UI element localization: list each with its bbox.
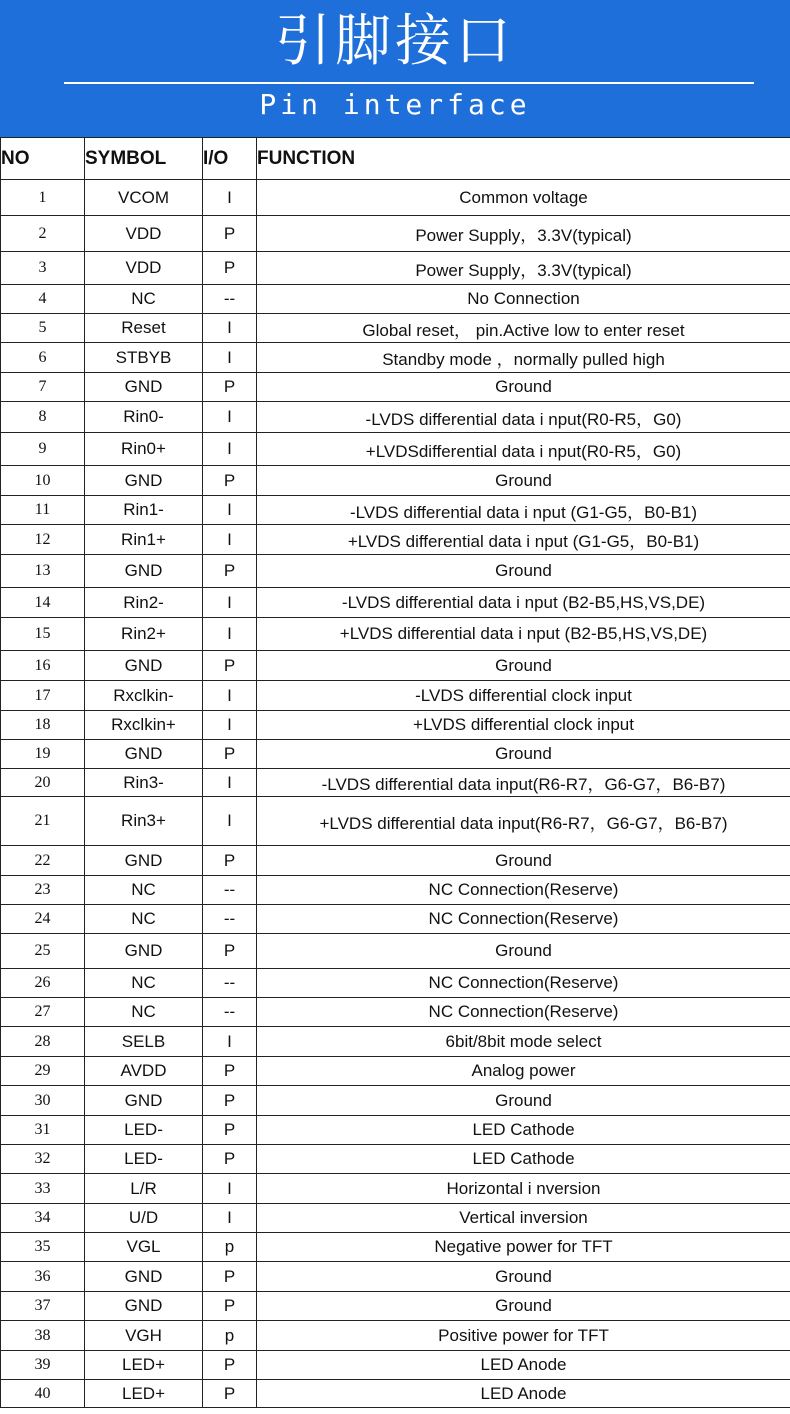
pin-function-cell: -LVDS differential data input(R6-R7，G6-G7，B6-B7) [257,769,790,797]
table-row [1,769,790,797]
pin-io-cell: I [203,681,257,711]
pin-number-cell: 24 [1,905,85,934]
table-row [1,651,790,681]
pin-symbol-cell: LED- [85,1145,203,1174]
pin-number-cell: 33 [1,1174,85,1204]
pin-io-cell: I [203,797,257,846]
table-row [1,402,790,433]
table-row [1,252,790,285]
pin-function-cell: Ground [257,846,790,876]
table-row [1,846,790,876]
table-row [1,433,790,466]
pin-function-cell: +LVDS differential data i nput (G1-G5，B0-B1) [257,525,790,555]
pin-io-cell: I [203,618,257,651]
pin-number-cell: 12 [1,525,85,555]
pin-function-cell: +LVDS differential data input(R6-R7，G6-G7，B6-B7) [257,797,790,846]
header-divider [64,82,754,84]
pin-symbol-cell: GND [85,1262,203,1292]
table-row [1,180,790,216]
pin-number-cell: 6 [1,343,85,373]
pin-symbol-cell: GND [85,846,203,876]
pin-io-cell: I [203,588,257,618]
table-row [1,681,790,711]
pin-symbol-cell: NC [85,969,203,998]
pin-symbol-cell: NC [85,905,203,934]
pin-function-cell: Ground [257,1292,790,1321]
pin-symbol-cell: Rin2- [85,588,203,618]
pin-function-cell: Global reset， pin.Active low to enter reset [257,314,790,343]
pin-io-cell: P [203,934,257,969]
pin-symbol-cell: GND [85,1292,203,1321]
pin-number-cell: 31 [1,1116,85,1145]
table-row [1,1057,790,1086]
pin-symbol-cell: Rxclkin- [85,681,203,711]
table-row [1,1145,790,1174]
table-row [1,466,790,496]
table-row [1,216,790,252]
pin-symbol-cell: VGH [85,1321,203,1351]
table-row [1,1380,790,1408]
pin-function-cell: -LVDS differential data i nput(R0-R5，G0) [257,402,790,433]
pin-io-cell: P [203,846,257,876]
pin-function-cell: Standby mode ，normally pulled high [257,343,790,373]
pin-io-cell: I [203,433,257,466]
column-header-io: I/O [203,138,257,180]
pin-number-cell: 30 [1,1086,85,1116]
pin-number-cell: 14 [1,588,85,618]
table-row [1,1174,790,1204]
table-row [1,588,790,618]
table-row [1,998,790,1027]
pin-function-cell: Ground [257,934,790,969]
pin-symbol-cell: GND [85,373,203,402]
table-header-row [1,138,790,180]
table-row [1,1116,790,1145]
pin-function-cell: -LVDS differential data i nput (G1-G5，B0-B1) [257,496,790,525]
pin-function-cell: NC Connection(Reserve) [257,876,790,905]
pin-function-cell: Analog power [257,1057,790,1086]
pin-io-cell: I [203,496,257,525]
pin-symbol-cell: VGL [85,1233,203,1262]
table-row [1,797,790,846]
pin-symbol-cell: SELB [85,1027,203,1057]
pin-io-cell: I [203,402,257,433]
pin-io-cell: -- [203,285,257,314]
pin-function-cell: +LVDSdifferential data i nput(R0-R5，G0) [257,433,790,466]
pin-function-cell: Horizontal i nversion [257,1174,790,1204]
pin-function-cell: Ground [257,1086,790,1116]
pin-function-cell: 6bit/8bit mode select [257,1027,790,1057]
pin-number-cell: 35 [1,1233,85,1262]
pin-function-cell: Negative power for TFT [257,1233,790,1262]
pin-number-cell: 32 [1,1145,85,1174]
pin-symbol-cell: GND [85,1086,203,1116]
pin-function-cell: Ground [257,555,790,588]
pin-function-cell: -LVDS differential clock input [257,681,790,711]
pin-function-cell: Ground [257,466,790,496]
pin-io-cell: P [203,216,257,252]
table-row [1,1351,790,1380]
pin-io-cell: I [203,180,257,216]
pin-function-cell: Vertical inversion [257,1204,790,1233]
pin-io-cell: I [203,711,257,740]
pin-function-cell: +LVDS differential clock input [257,711,790,740]
pin-function-cell: Power Supply，3.3V(typical) [257,252,790,285]
pin-io-cell: P [203,373,257,402]
pin-symbol-cell: Rin0+ [85,433,203,466]
pin-number-cell: 16 [1,651,85,681]
pin-number-cell: 39 [1,1351,85,1380]
pin-function-cell: Ground [257,740,790,769]
pin-function-cell: NC Connection(Reserve) [257,969,790,998]
pin-io-cell: -- [203,998,257,1027]
table-row [1,314,790,343]
pin-symbol-cell: VCOM [85,180,203,216]
pin-number-cell: 3 [1,252,85,285]
pin-function-cell: +LVDS differential data i nput (B2-B5,HS,VS,DE) [257,618,790,651]
pin-io-cell: I [203,1204,257,1233]
pin-io-cell: P [203,1351,257,1380]
pin-symbol-cell: Rin1+ [85,525,203,555]
pin-io-cell: P [203,651,257,681]
pin-symbol-cell: Rin3+ [85,797,203,846]
pin-function-cell: NC Connection(Reserve) [257,998,790,1027]
table-row [1,343,790,373]
pin-io-cell: P [203,466,257,496]
pin-function-cell: No Connection [257,285,790,314]
pin-io-cell: P [203,1057,257,1086]
pin-io-cell: -- [203,905,257,934]
pin-symbol-cell: U/D [85,1204,203,1233]
pin-symbol-cell: NC [85,876,203,905]
pin-number-cell: 1 [1,180,85,216]
pin-io-cell: I [203,525,257,555]
pin-io-cell: P [203,1380,257,1408]
table-row [1,934,790,969]
pin-number-cell: 28 [1,1027,85,1057]
pin-number-cell: 22 [1,846,85,876]
pin-function-cell: NC Connection(Reserve) [257,905,790,934]
pin-number-cell: 36 [1,1262,85,1292]
page-title: 引脚接口 [275,9,515,74]
table-row [1,711,790,740]
table-row [1,1292,790,1321]
table-row [1,525,790,555]
pin-symbol-cell: LED+ [85,1380,203,1408]
pin-symbol-cell: GND [85,466,203,496]
table-row [1,618,790,651]
pin-symbol-cell: Reset [85,314,203,343]
pin-number-cell: 20 [1,769,85,797]
pin-symbol-cell: VDD [85,216,203,252]
pin-function-cell: Ground [257,651,790,681]
pin-number-cell: 7 [1,373,85,402]
table-row [1,969,790,998]
pin-io-cell: P [203,1116,257,1145]
pin-io-cell: P [203,1145,257,1174]
pin-number-cell: 29 [1,1057,85,1086]
pin-number-cell: 25 [1,934,85,969]
pin-io-cell: I [203,769,257,797]
pin-function-cell: LED Cathode [257,1116,790,1145]
pin-number-cell: 26 [1,969,85,998]
pin-symbol-cell: GND [85,740,203,769]
pin-symbol-cell: Rin0- [85,402,203,433]
table-row [1,285,790,314]
pin-io-cell: P [203,1292,257,1321]
column-header-function: FUNCTION [257,138,790,180]
pin-number-cell: 40 [1,1380,85,1408]
table-row [1,496,790,525]
pin-number-cell: 2 [1,216,85,252]
table-row [1,1027,790,1057]
header-banner [0,0,790,137]
pin-number-cell: 18 [1,711,85,740]
column-header-symbol: SYMBOL [85,138,203,180]
pin-io-cell: I [203,314,257,343]
pin-symbol-cell: Rin2+ [85,618,203,651]
pin-io-cell: P [203,252,257,285]
pin-number-cell: 10 [1,466,85,496]
pin-io-cell: -- [203,969,257,998]
pin-number-cell: 8 [1,402,85,433]
pin-function-cell: Common voltage [257,180,790,216]
pin-symbol-cell: GND [85,934,203,969]
table-row [1,1233,790,1262]
pin-io-cell: I [203,1174,257,1204]
table-row [1,373,790,402]
pin-io-cell: P [203,1262,257,1292]
table-row [1,1321,790,1351]
pin-io-cell: I [203,1027,257,1057]
pin-symbol-cell: VDD [85,252,203,285]
pin-number-cell: 13 [1,555,85,588]
pin-symbol-cell: NC [85,285,203,314]
pin-number-cell: 11 [1,496,85,525]
table-row [1,1086,790,1116]
pin-io-cell: P [203,740,257,769]
pin-number-cell: 38 [1,1321,85,1351]
pin-number-cell: 19 [1,740,85,769]
pin-function-cell: LED Cathode [257,1145,790,1174]
pin-function-cell: Power Supply，3.3V(typical) [257,216,790,252]
pin-symbol-cell: L/R [85,1174,203,1204]
pin-io-cell: -- [203,876,257,905]
pin-number-cell: 15 [1,618,85,651]
pin-table [0,137,790,1408]
pin-symbol-cell: Rxclkin+ [85,711,203,740]
table-row [1,1262,790,1292]
pin-io-cell: p [203,1233,257,1262]
pin-io-cell: I [203,343,257,373]
pin-io-cell: P [203,555,257,588]
pin-number-cell: 9 [1,433,85,466]
pin-number-cell: 34 [1,1204,85,1233]
pin-number-cell: 27 [1,998,85,1027]
pin-symbol-cell: Rin1- [85,496,203,525]
column-header-no: NO [1,138,85,180]
pin-number-cell: 4 [1,285,85,314]
table-row [1,905,790,934]
pin-symbol-cell: NC [85,998,203,1027]
pin-number-cell: 21 [1,797,85,846]
pin-number-cell: 37 [1,1292,85,1321]
pin-symbol-cell: LED- [85,1116,203,1145]
page-subtitle: Pin interface [259,88,531,121]
pin-function-cell: -LVDS differential data i nput (B2-B5,HS,VS,DE) [257,588,790,618]
pin-symbol-cell: STBYB [85,343,203,373]
pin-function-cell: LED Anode [257,1351,790,1380]
table-row [1,876,790,905]
pin-symbol-cell: LED+ [85,1351,203,1380]
pin-function-cell: Ground [257,1262,790,1292]
pin-symbol-cell: Rin3- [85,769,203,797]
pin-number-cell: 17 [1,681,85,711]
pin-function-cell: Positive power for TFT [257,1321,790,1351]
pin-io-cell: P [203,1086,257,1116]
pin-io-cell: p [203,1321,257,1351]
pin-table-body [1,180,790,1408]
table-row [1,555,790,588]
pin-symbol-cell: GND [85,555,203,588]
pin-symbol-cell: AVDD [85,1057,203,1086]
pin-function-cell: LED Anode [257,1380,790,1408]
pin-number-cell: 5 [1,314,85,343]
table-row [1,740,790,769]
pin-function-cell: Ground [257,373,790,402]
pin-number-cell: 23 [1,876,85,905]
table-row [1,1204,790,1233]
pin-symbol-cell: GND [85,651,203,681]
